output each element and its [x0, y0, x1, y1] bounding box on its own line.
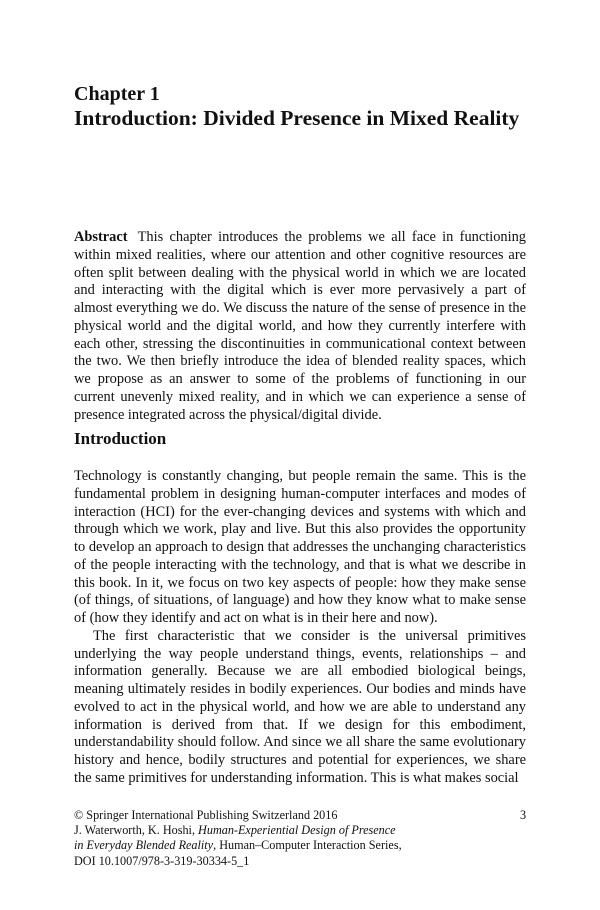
section-heading: Introduction — [74, 429, 167, 448]
chapter-title: Introduction: Divided Presence in Mixed Reality — [74, 106, 520, 130]
book-title-part2: in Everyday Blended Reality — [74, 838, 214, 853]
paragraph: The first characteristic that we consider is the universal primitives underlying the way people understand things, events, relationships – and information generally. Because we are all embodied biological beings, meaning ultimately resides in bodily experiences. Our bodies and minds have evolved to act in the physical world, and how we are able to understand any information is derived from that. If we design for this embodiment, understandability should follow. And since we all share the same evolutionary history and hence, bodily structures and potential for experiences, we share the same primitives for understanding information. This is what makes social — [74, 627, 526, 786]
series: , Human–Computer Interaction Series, — [213, 838, 402, 853]
abstract — [74, 229, 526, 424]
footer-citation — [74, 808, 526, 869]
authors-line — [74, 823, 526, 838]
doi-line: DOI 10.1007/978-3-319-30334-5_1 — [74, 853, 250, 868]
authors: J. Waterworth, K. Hoshi, — [74, 823, 195, 838]
book-title-part1: Human-Experiential Design of Presence — [198, 823, 396, 838]
abstract-label: Abstract — [74, 229, 128, 245]
abstract-text: This chapter introduces the problems we all face in functioning within mixed realities, where our attention and other cognitive resources are often split between dealing with the physical world in which we are located and interacting with the digital which is ever more pervasively a part of almost everything we do. We discuss the nature of the sense of presence in the physical world and the digital world, and how they currently interfere with each other, stressing the discontinuities in communicational context between the two. We then briefly introduce the idea of blended reality spaces, which we propose as an answer to some of the problems of functioning in our current unevenly mixed reality, and in which we can experience a sense of presence integrated across the physical/digital divide. — [74, 229, 526, 423]
page-number: 3 — [520, 808, 527, 822]
paragraph: Technology is constantly changing, but people remain the same. This is the fundamental problem in designing human-computer interfaces and modes of interaction (HCI) for the ever-changing devices and systems with which and through which we work, play and live. But this also provides the opportunity to develop an approach to design that addresses the unchanging characteristics of the people interacting with the technology, and that is what we describe in this book. In it, we focus on two key aspects of people: how they make sense (of things, of situations, of language) and how they know what to make sense of (how they identify and act on what is in their here and now). — [74, 468, 526, 626]
copyright-line: © Springer International Publishing Switzerland 2016 — [74, 808, 338, 822]
body-text — [74, 468, 526, 788]
chapter-label: Chapter 1 — [74, 83, 160, 105]
book-title-line — [74, 838, 526, 853]
